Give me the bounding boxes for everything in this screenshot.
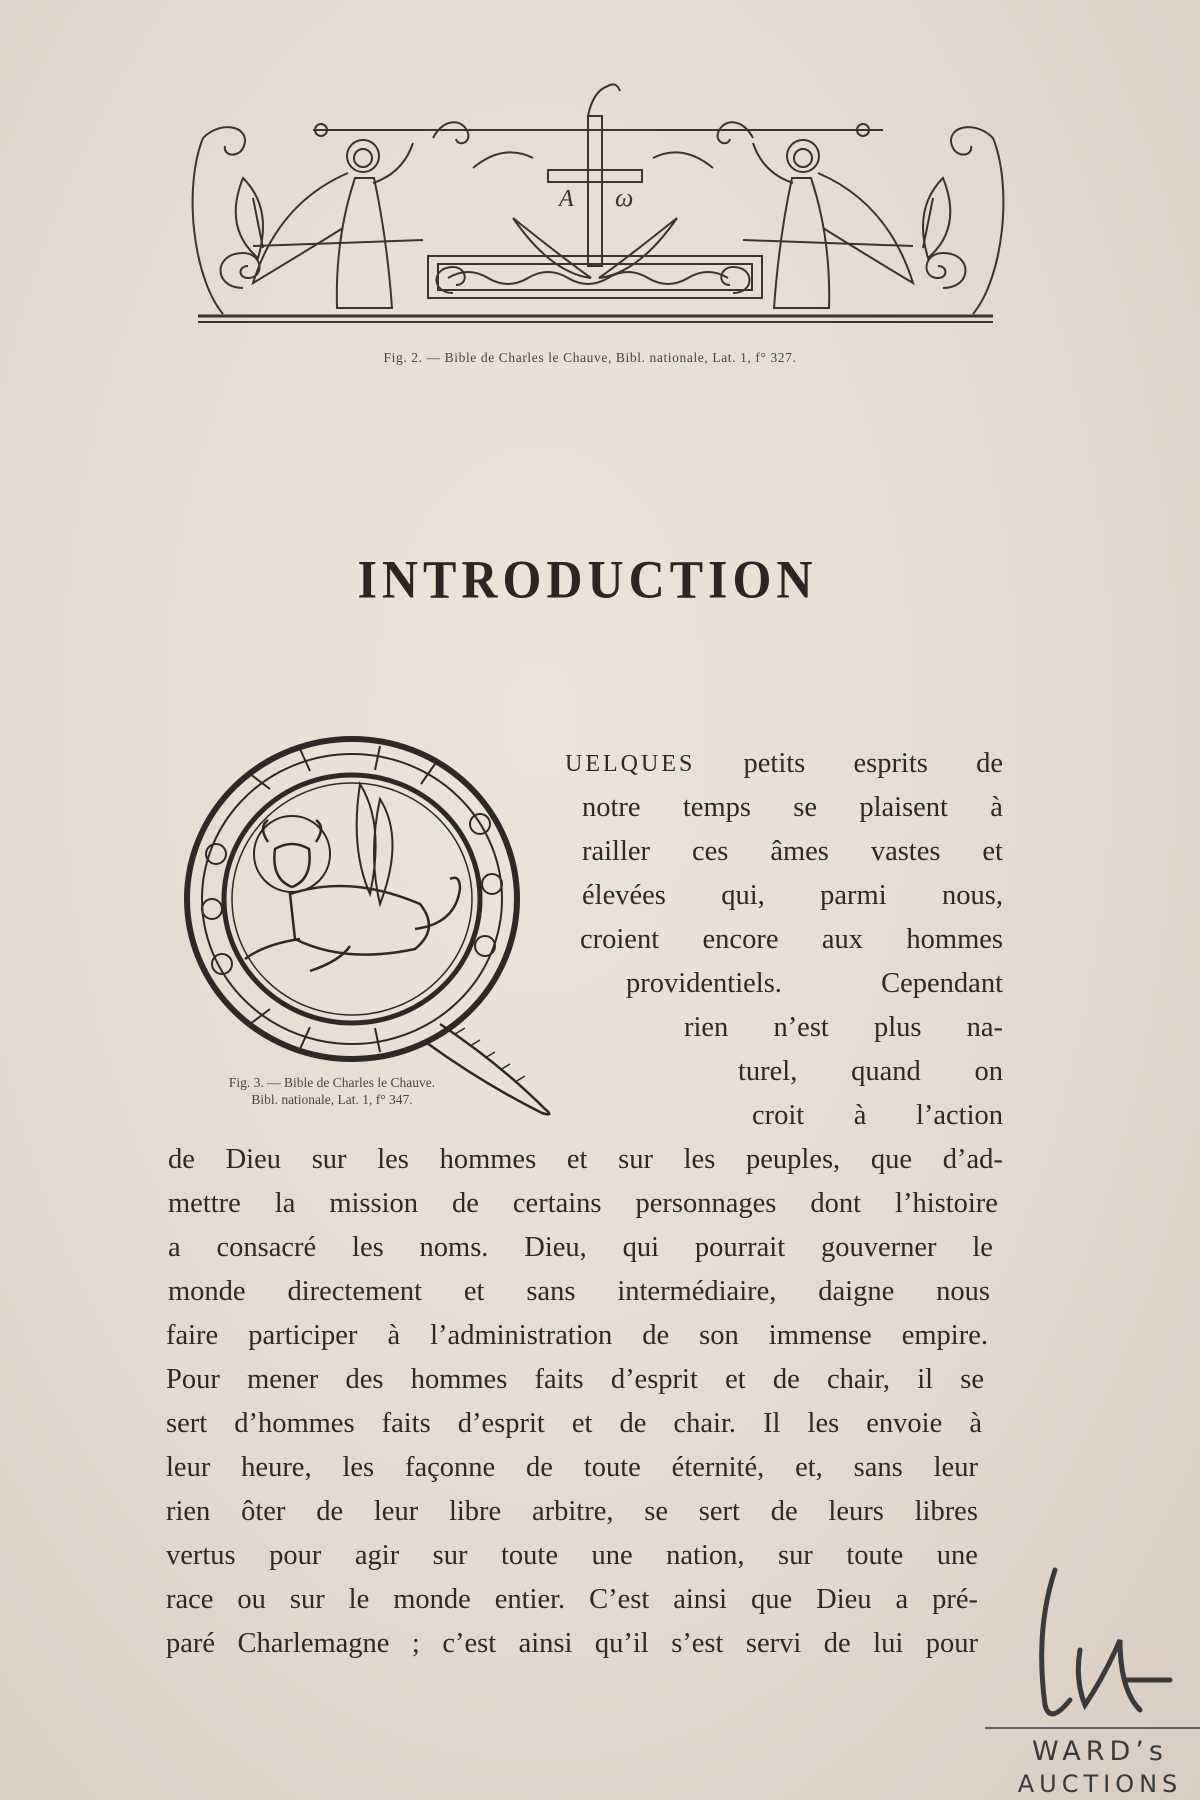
word: libre — [448, 1496, 502, 1527]
word: pour — [925, 1628, 978, 1659]
figure-3-caption — [182, 1074, 482, 1108]
word: ou — [237, 1584, 266, 1615]
word: la — [274, 1188, 296, 1219]
word: de — [976, 748, 1003, 779]
word: empire. — [901, 1320, 988, 1351]
word: de — [526, 1452, 553, 1483]
word: façonne — [404, 1452, 496, 1483]
word: le — [348, 1584, 370, 1615]
word: C’est — [589, 1584, 650, 1615]
word: vastes — [870, 836, 941, 867]
word: faire — [166, 1320, 219, 1351]
decorated-initial-q — [180, 724, 560, 1132]
word: daigne — [818, 1276, 895, 1307]
text-line — [565, 747, 1003, 781]
word: faits — [381, 1408, 431, 1439]
word: rien — [166, 1496, 211, 1527]
word: participer — [248, 1320, 358, 1351]
headpiece-illustration — [183, 78, 1007, 332]
word: monde — [393, 1584, 471, 1615]
word: de — [452, 1188, 479, 1219]
word: certains — [512, 1188, 602, 1219]
word: n’est — [773, 1012, 829, 1043]
text-line — [168, 1275, 990, 1309]
word: l’histoire — [895, 1188, 998, 1219]
text-line — [166, 1539, 978, 1573]
word: pourrait — [694, 1232, 786, 1263]
word: sur — [618, 1144, 653, 1175]
word: se — [644, 1496, 669, 1527]
word: petits — [743, 748, 806, 779]
word: Dieu, — [524, 1232, 587, 1263]
word: les — [807, 1408, 840, 1439]
word: mettre — [168, 1188, 241, 1219]
text-line — [582, 791, 1003, 825]
word: à — [990, 792, 1003, 823]
word: ôter — [241, 1496, 286, 1527]
word: à — [969, 1408, 982, 1439]
text-line — [582, 835, 1003, 869]
word: de — [619, 1408, 647, 1439]
word: et — [982, 836, 1003, 867]
word: noms. — [419, 1232, 489, 1263]
text-line — [626, 967, 1003, 1001]
word: et, — [795, 1452, 823, 1483]
word: se — [960, 1364, 984, 1395]
word: de — [168, 1144, 195, 1175]
word: leur — [933, 1452, 978, 1483]
word: sur — [432, 1540, 468, 1571]
word: a — [895, 1584, 909, 1615]
figure-2-caption: Fig. 2. — Bible de Charles le Chauve, Bibl. nationale, Lat. 1, f° 327. — [383, 350, 797, 365]
word: il — [917, 1364, 934, 1395]
word: croient — [580, 924, 660, 955]
word: envoie — [866, 1408, 943, 1439]
word: Dieu — [225, 1144, 281, 1175]
word: de — [642, 1320, 670, 1351]
alpha-letter: A — [559, 186, 574, 212]
text-line — [168, 1187, 998, 1221]
word: plaisent — [859, 792, 948, 823]
word: turel, — [738, 1056, 798, 1087]
word: encore — [702, 924, 779, 955]
word: Dieu — [816, 1584, 872, 1615]
text-line — [168, 1231, 993, 1265]
omega-letter: ω — [615, 183, 634, 212]
word: sur — [289, 1584, 325, 1615]
word: se — [793, 792, 818, 823]
text-line — [166, 1451, 978, 1485]
word: et — [571, 1408, 593, 1439]
word: à — [853, 1100, 867, 1131]
word: Il — [763, 1408, 781, 1439]
word: toute — [846, 1540, 904, 1571]
word: hommes — [410, 1364, 508, 1395]
word: nation, — [666, 1540, 745, 1571]
word: servi — [745, 1628, 802, 1659]
text-line — [580, 923, 1003, 957]
word: son — [699, 1320, 739, 1351]
word: de — [823, 1628, 851, 1659]
word: railler — [582, 836, 651, 867]
word: d’ad- — [942, 1144, 1003, 1175]
word: pour — [269, 1540, 322, 1571]
word: na- — [966, 1012, 1003, 1043]
word: ; — [411, 1628, 420, 1659]
text-line — [684, 1011, 1003, 1045]
word: l’administration — [430, 1320, 613, 1351]
word: libres — [914, 1496, 978, 1527]
word: les — [352, 1232, 384, 1263]
word: leurs — [828, 1496, 884, 1527]
word: ces — [691, 836, 729, 867]
word: faits — [534, 1364, 584, 1395]
word: sert — [166, 1408, 208, 1439]
word: une — [591, 1540, 633, 1571]
word: d’hommes — [234, 1408, 355, 1439]
word: éternité, — [671, 1452, 765, 1483]
word: ainsi — [518, 1628, 573, 1659]
word: a — [168, 1232, 181, 1263]
word: quand — [851, 1056, 921, 1087]
word: chair, — [827, 1364, 890, 1395]
word: qui — [622, 1232, 660, 1263]
word: les — [683, 1144, 716, 1175]
word: providentiels. — [626, 968, 782, 999]
word: Cependant — [881, 968, 1003, 999]
word: intermédiaire, — [617, 1276, 777, 1307]
word: esprits — [853, 748, 928, 779]
word: peuples, — [746, 1144, 841, 1175]
watermark-line-2: AUCTIONS — [1017, 1770, 1183, 1798]
chapter-title: INTRODUCTION — [357, 548, 818, 610]
word: vertus — [166, 1540, 236, 1571]
word: lui — [873, 1628, 904, 1659]
word: heure, — [241, 1452, 312, 1483]
word: à — [387, 1320, 401, 1351]
text-line — [166, 1627, 978, 1661]
text-line — [166, 1407, 982, 1441]
text-line — [166, 1319, 988, 1353]
word: âmes — [770, 836, 829, 867]
word: aux — [821, 924, 864, 955]
word: directement — [287, 1276, 422, 1307]
word: pré- — [932, 1584, 978, 1615]
word: dont — [810, 1188, 862, 1219]
word: l’action — [915, 1100, 1003, 1131]
word: on — [974, 1056, 1003, 1087]
word: croit — [752, 1100, 805, 1131]
word: leur — [373, 1496, 419, 1527]
word: d’esprit — [457, 1408, 545, 1439]
word: d’esprit — [610, 1364, 698, 1395]
word: plus — [873, 1012, 922, 1043]
word: immense — [768, 1320, 872, 1351]
word: agir — [354, 1540, 400, 1571]
word: qui, — [721, 880, 765, 911]
word: les — [342, 1452, 375, 1483]
word: rien — [684, 1012, 729, 1043]
word: des — [345, 1364, 384, 1395]
text-line — [166, 1363, 984, 1397]
watermark-line-1: WARD’s — [1032, 1736, 1168, 1767]
word: Charlemagne — [237, 1628, 390, 1659]
text-line — [166, 1583, 978, 1617]
word: hommes — [906, 924, 1003, 955]
word: monde — [168, 1276, 246, 1307]
word: parmi — [820, 880, 887, 911]
word: de — [316, 1496, 344, 1527]
word: paré — [166, 1628, 216, 1659]
word: le — [972, 1232, 993, 1263]
word: et — [725, 1364, 746, 1395]
word: mission — [329, 1188, 419, 1219]
word: notre — [582, 792, 641, 823]
word: s’est — [671, 1628, 724, 1659]
word: et — [566, 1144, 588, 1175]
text-line — [168, 1143, 1003, 1177]
word: toute — [501, 1540, 558, 1571]
word: sans — [853, 1452, 903, 1483]
word: que — [751, 1584, 793, 1615]
word: chair. — [673, 1408, 736, 1439]
word: entier. — [494, 1584, 566, 1615]
word: et — [463, 1276, 485, 1307]
word: ainsi — [673, 1584, 728, 1615]
word: leur — [166, 1452, 211, 1483]
word: nous — [936, 1276, 990, 1307]
word: temps — [682, 792, 751, 823]
word: sans — [526, 1276, 576, 1307]
word: mener — [247, 1364, 319, 1395]
word: qu’il — [594, 1628, 649, 1659]
word: consacré — [216, 1232, 317, 1263]
word: arbitre, — [531, 1496, 614, 1527]
text-line — [166, 1495, 978, 1529]
word: race — [166, 1584, 214, 1615]
word: sur — [777, 1540, 813, 1571]
word: nous, — [942, 880, 1003, 911]
word: hommes — [439, 1144, 537, 1175]
word: élevées — [582, 880, 666, 911]
word: une — [936, 1540, 978, 1571]
word: gouverner — [820, 1232, 937, 1263]
figure-3-caption-line-1: Fig. 3. — Bible de Charles le Chauve. — [228, 1075, 436, 1090]
word: les — [377, 1144, 409, 1175]
word: personnages — [635, 1188, 777, 1219]
word: de — [770, 1496, 798, 1527]
text-line — [752, 1099, 1003, 1133]
word: toute — [583, 1452, 641, 1483]
word: UELQUES — [565, 751, 696, 777]
word: sert — [698, 1496, 740, 1527]
word: que — [870, 1144, 913, 1175]
text-line — [582, 879, 1003, 913]
figure-3-caption-line-2: Bibl. nationale, Lat. 1, f° 347. — [251, 1092, 413, 1107]
word: c’est — [442, 1628, 497, 1659]
word: de — [772, 1364, 800, 1395]
word: Pour — [166, 1364, 220, 1395]
word: sur — [311, 1144, 347, 1175]
text-line — [738, 1055, 1003, 1089]
